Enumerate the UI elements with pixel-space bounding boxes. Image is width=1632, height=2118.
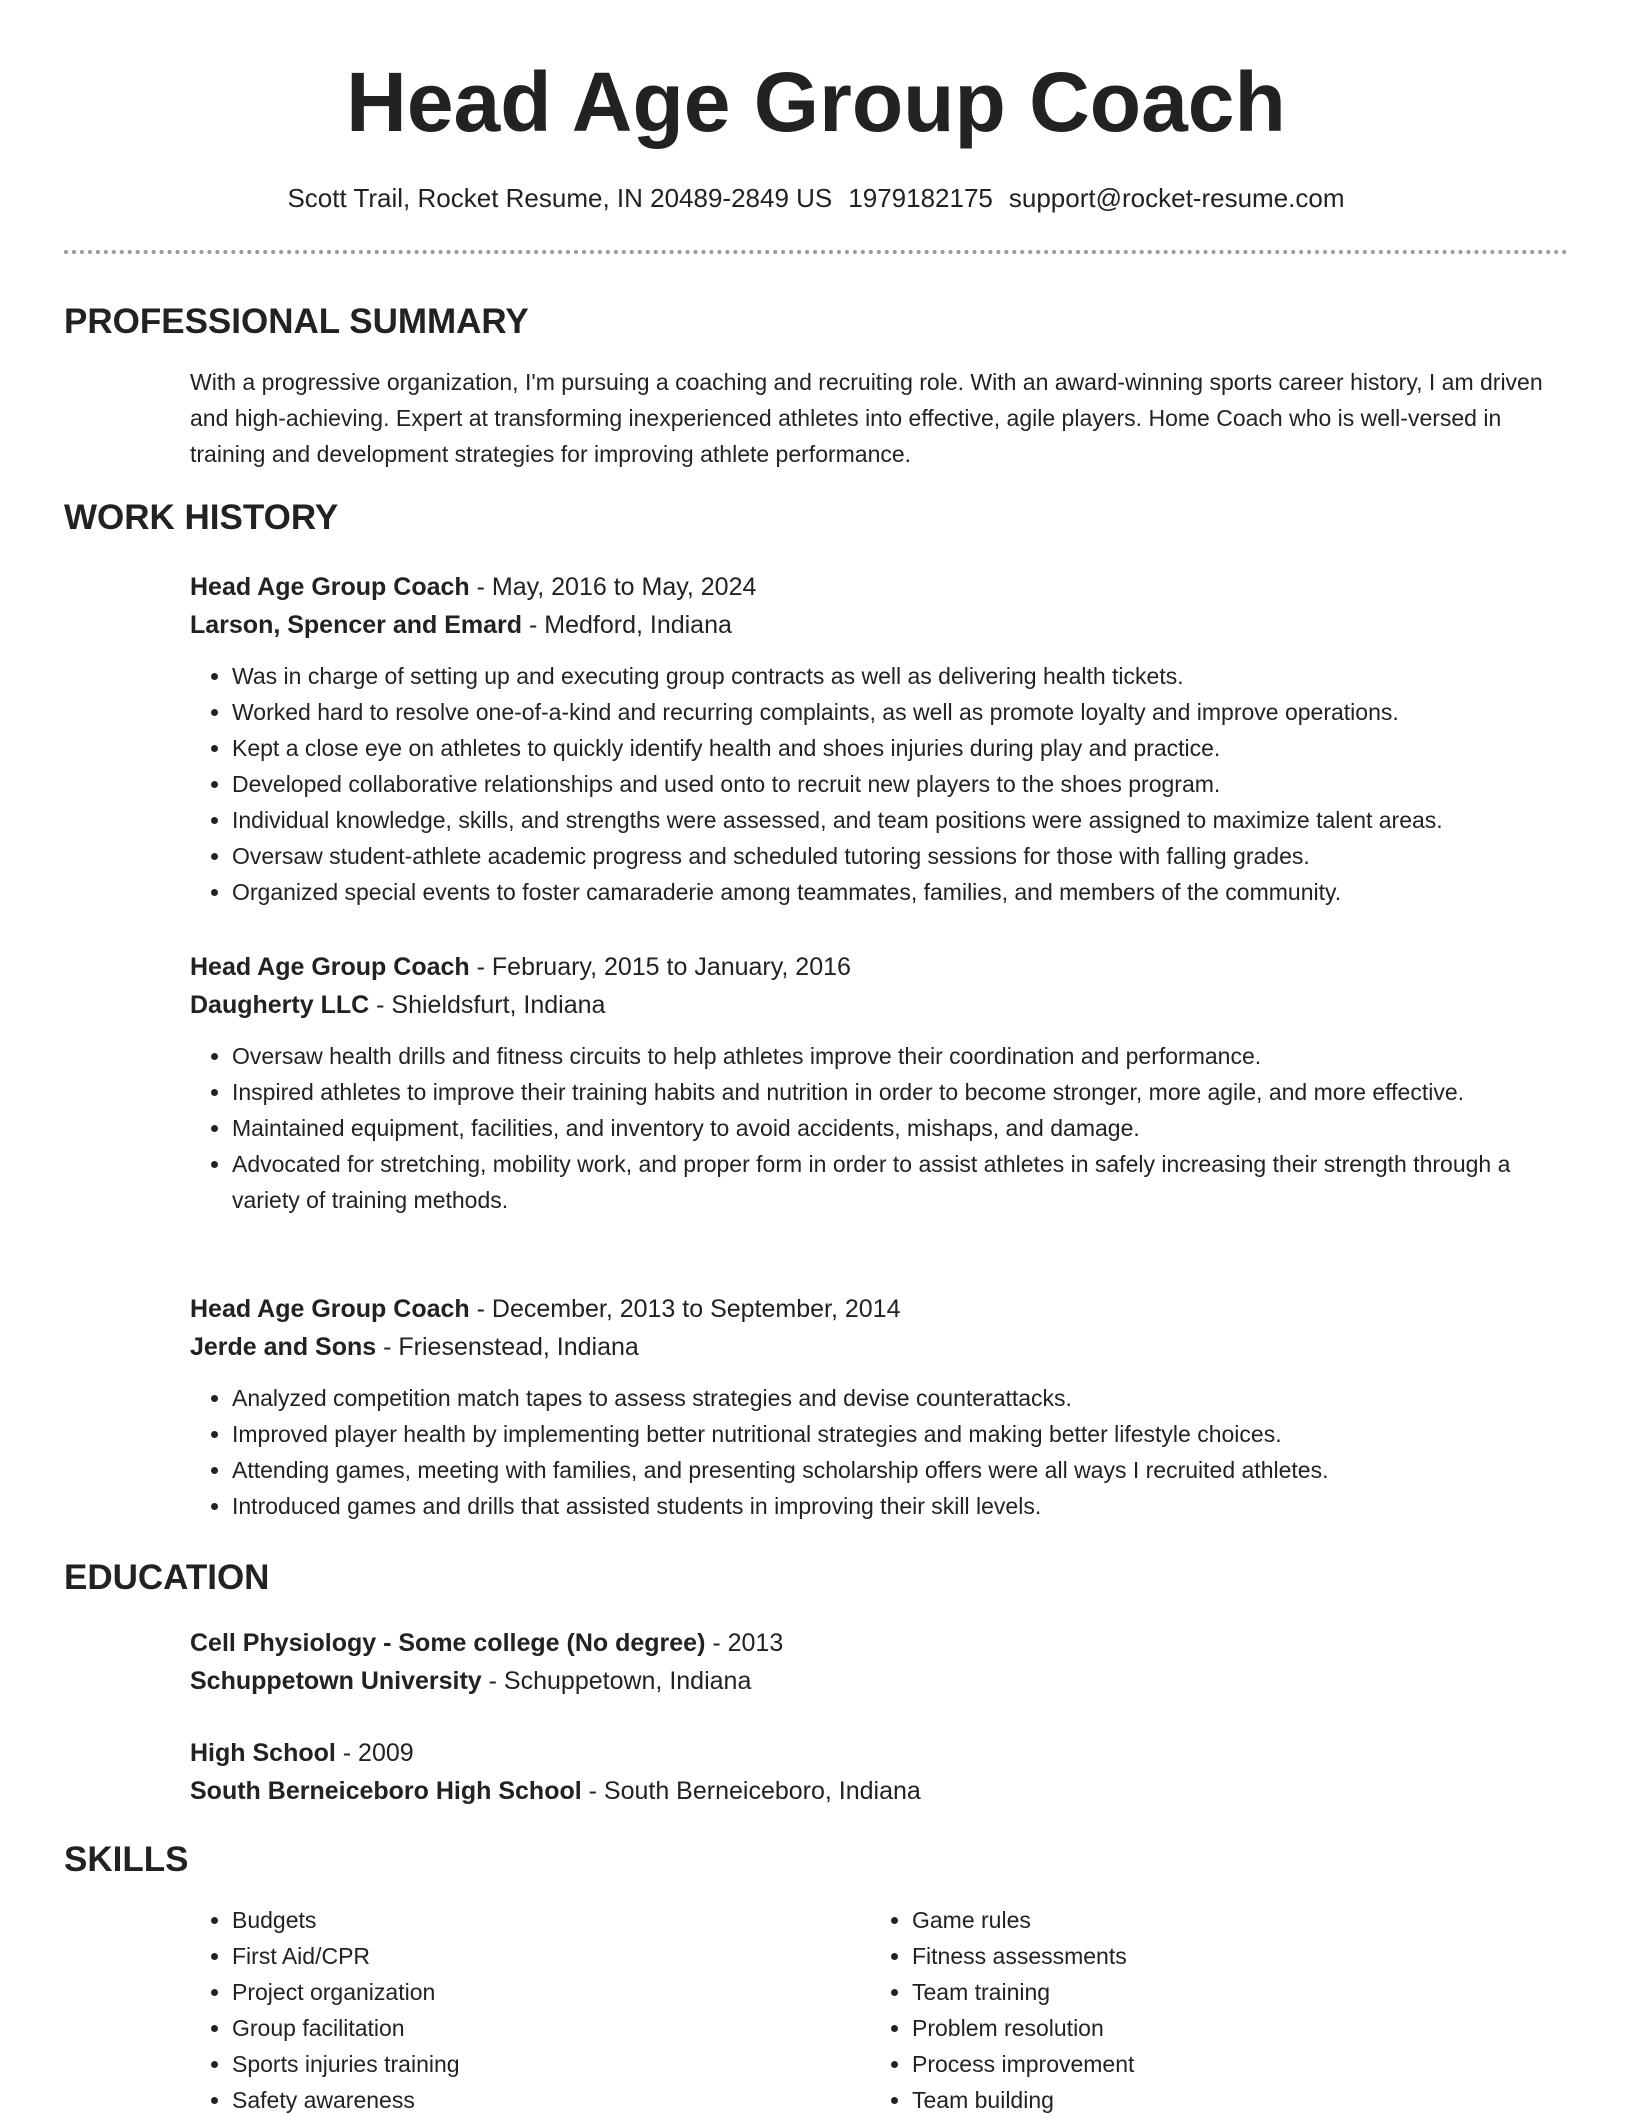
list-item: • Oversaw student-athlete academic progress and scheduled tutoring sessions for those with falling grades.	[232, 838, 1570, 874]
education-year: - 2013	[705, 1629, 784, 1657]
list-item: • Advocated for stretching, mobility work, and proper form in order to assist athletes in safely increasing their strength through a variety of training methods.	[232, 1146, 1570, 1218]
skill-item: • Problem resolution	[912, 2010, 1512, 2046]
job-title-line	[190, 1290, 1570, 1328]
job-title-line	[190, 948, 1570, 986]
job-location: - Friesenstead, Indiana	[376, 1333, 639, 1361]
education-year: - 2009	[335, 1739, 414, 1767]
education-heading: EDUCATION	[64, 1558, 270, 1597]
skills-column-left	[190, 1902, 832, 2118]
skill-item: • Fitness assessments	[912, 1938, 1512, 1974]
list-item: • Individual knowledge, skills, and strengths were assessed, and team positions were assigned to maximize talent areas.	[232, 802, 1570, 838]
job-company-line	[190, 986, 1570, 1024]
skill-item: • Sports injuries training	[232, 2046, 832, 2082]
skill-item: • Budgets	[232, 1902, 832, 1938]
job-bullets	[190, 1380, 1570, 1524]
list-item: • Attending games, meeting with families, and presenting scholarship offers were all ways I recruited athletes.	[232, 1452, 1570, 1488]
list-item: • Worked hard to resolve one-of-a-kind and recurring complaints, as well as promote loyalty and improve operations.	[232, 694, 1570, 730]
list-item: • Analyzed competition match tapes to assess strategies and devise counterattacks.	[232, 1380, 1570, 1416]
summary-text: With a progressive organization, I'm pursuing a coaching and recruiting role. With an award-winning sports career history, I am driven and high-achieving. Expert at transforming inexperienced athletes into effective, agile players. Home Coach who is well-versed in training and development strategies for improving athlete performance.	[190, 369, 1543, 467]
job-entry	[190, 1290, 1570, 1524]
skill-item: • Game rules	[912, 1902, 1512, 1938]
job-role: Head Age Group Coach	[190, 953, 470, 981]
education-entry	[190, 1624, 1570, 1700]
education-degree: Cell Physiology - Some college (No degree)	[190, 1629, 706, 1657]
education-school-line	[190, 1662, 1570, 1700]
job-dates: - February, 2015 to January, 2016	[469, 953, 851, 981]
education-degree-line	[190, 1734, 1570, 1772]
job-company-line	[190, 606, 1570, 644]
job-company: Jerde and Sons	[190, 1333, 377, 1361]
list-item: • Inspired athletes to improve their training habits and nutrition in order to become stronger, more agile, and more effective.	[232, 1074, 1570, 1110]
contact-address: Scott Trail, Rocket Resume, IN 20489-2849 US	[287, 183, 833, 213]
education-degree-line	[190, 1624, 1570, 1662]
skills-heading: SKILLS	[64, 1840, 189, 1879]
list-item: • Kept a close eye on athletes to quickly identify health and shoes injuries during play and practice.	[232, 730, 1570, 766]
header-divider	[64, 250, 1568, 254]
skill-item: • Group facilitation	[232, 2010, 832, 2046]
skill-item: • Team building	[912, 2082, 1512, 2118]
contact-phone: 1979182175	[848, 183, 993, 213]
list-item: • Oversaw health drills and fitness circuits to help athletes improve their coordination and performance.	[232, 1038, 1570, 1074]
skill-item: • Safety awareness	[232, 2082, 832, 2118]
job-location: - Medford, Indiana	[522, 611, 732, 639]
job-dates: - December, 2013 to September, 2014	[469, 1295, 901, 1323]
list-item: • Was in charge of setting up and executing group contracts as well as delivering health tickets.	[232, 658, 1570, 694]
job-role: Head Age Group Coach	[190, 1295, 470, 1323]
list-item: • Organized special events to foster camaraderie among teammates, families, and members of the community.	[232, 874, 1570, 910]
list-item: • Improved player health by implementing better nutritional strategies and making better lifestyle choices.	[232, 1416, 1570, 1452]
education-degree: High School	[190, 1739, 336, 1767]
list-item: • Introduced games and drills that assisted students in improving their skill levels.	[232, 1488, 1570, 1524]
job-dates: - May, 2016 to May, 2024	[469, 573, 757, 601]
skill-item: • Team training	[912, 1974, 1512, 2010]
work-history-heading: WORK HISTORY	[64, 498, 339, 537]
contact-line	[0, 180, 1632, 216]
education-school: South Berneiceboro High School	[190, 1777, 582, 1805]
education-school: Schuppetown University	[190, 1667, 482, 1695]
job-role: Head Age Group Coach	[190, 573, 470, 601]
education-entry	[190, 1734, 1570, 1810]
job-bullets	[190, 658, 1570, 910]
skills-column-right	[870, 1902, 1512, 2118]
job-bullets	[190, 1038, 1570, 1218]
resume-name: Head Age Group Coach	[346, 55, 1286, 149]
job-entry	[190, 948, 1570, 1218]
skill-item: • Project organization	[232, 1974, 832, 2010]
skill-item: • First Aid/CPR	[232, 1938, 832, 1974]
job-entry	[190, 568, 1570, 910]
skill-item: • Process improvement	[912, 2046, 1512, 2082]
job-company: Daugherty LLC	[190, 991, 370, 1019]
job-company: Larson, Spencer and Emard	[190, 611, 523, 639]
job-title-line	[190, 568, 1570, 606]
job-location: - Shieldsfurt, Indiana	[369, 991, 606, 1019]
list-item: • Maintained equipment, facilities, and inventory to avoid accidents, mishaps, and damage.	[232, 1110, 1570, 1146]
summary-heading: PROFESSIONAL SUMMARY	[64, 302, 529, 341]
education-location: - Schuppetown, Indiana	[481, 1667, 752, 1695]
contact-email: support@rocket-resume.com	[1008, 183, 1345, 213]
job-company-line	[190, 1328, 1570, 1366]
education-location: - South Berneiceboro, Indiana	[581, 1777, 921, 1805]
list-item: • Developed collaborative relationships and used onto to recruit new players to the shoes program.	[232, 766, 1570, 802]
education-school-line	[190, 1772, 1570, 1810]
